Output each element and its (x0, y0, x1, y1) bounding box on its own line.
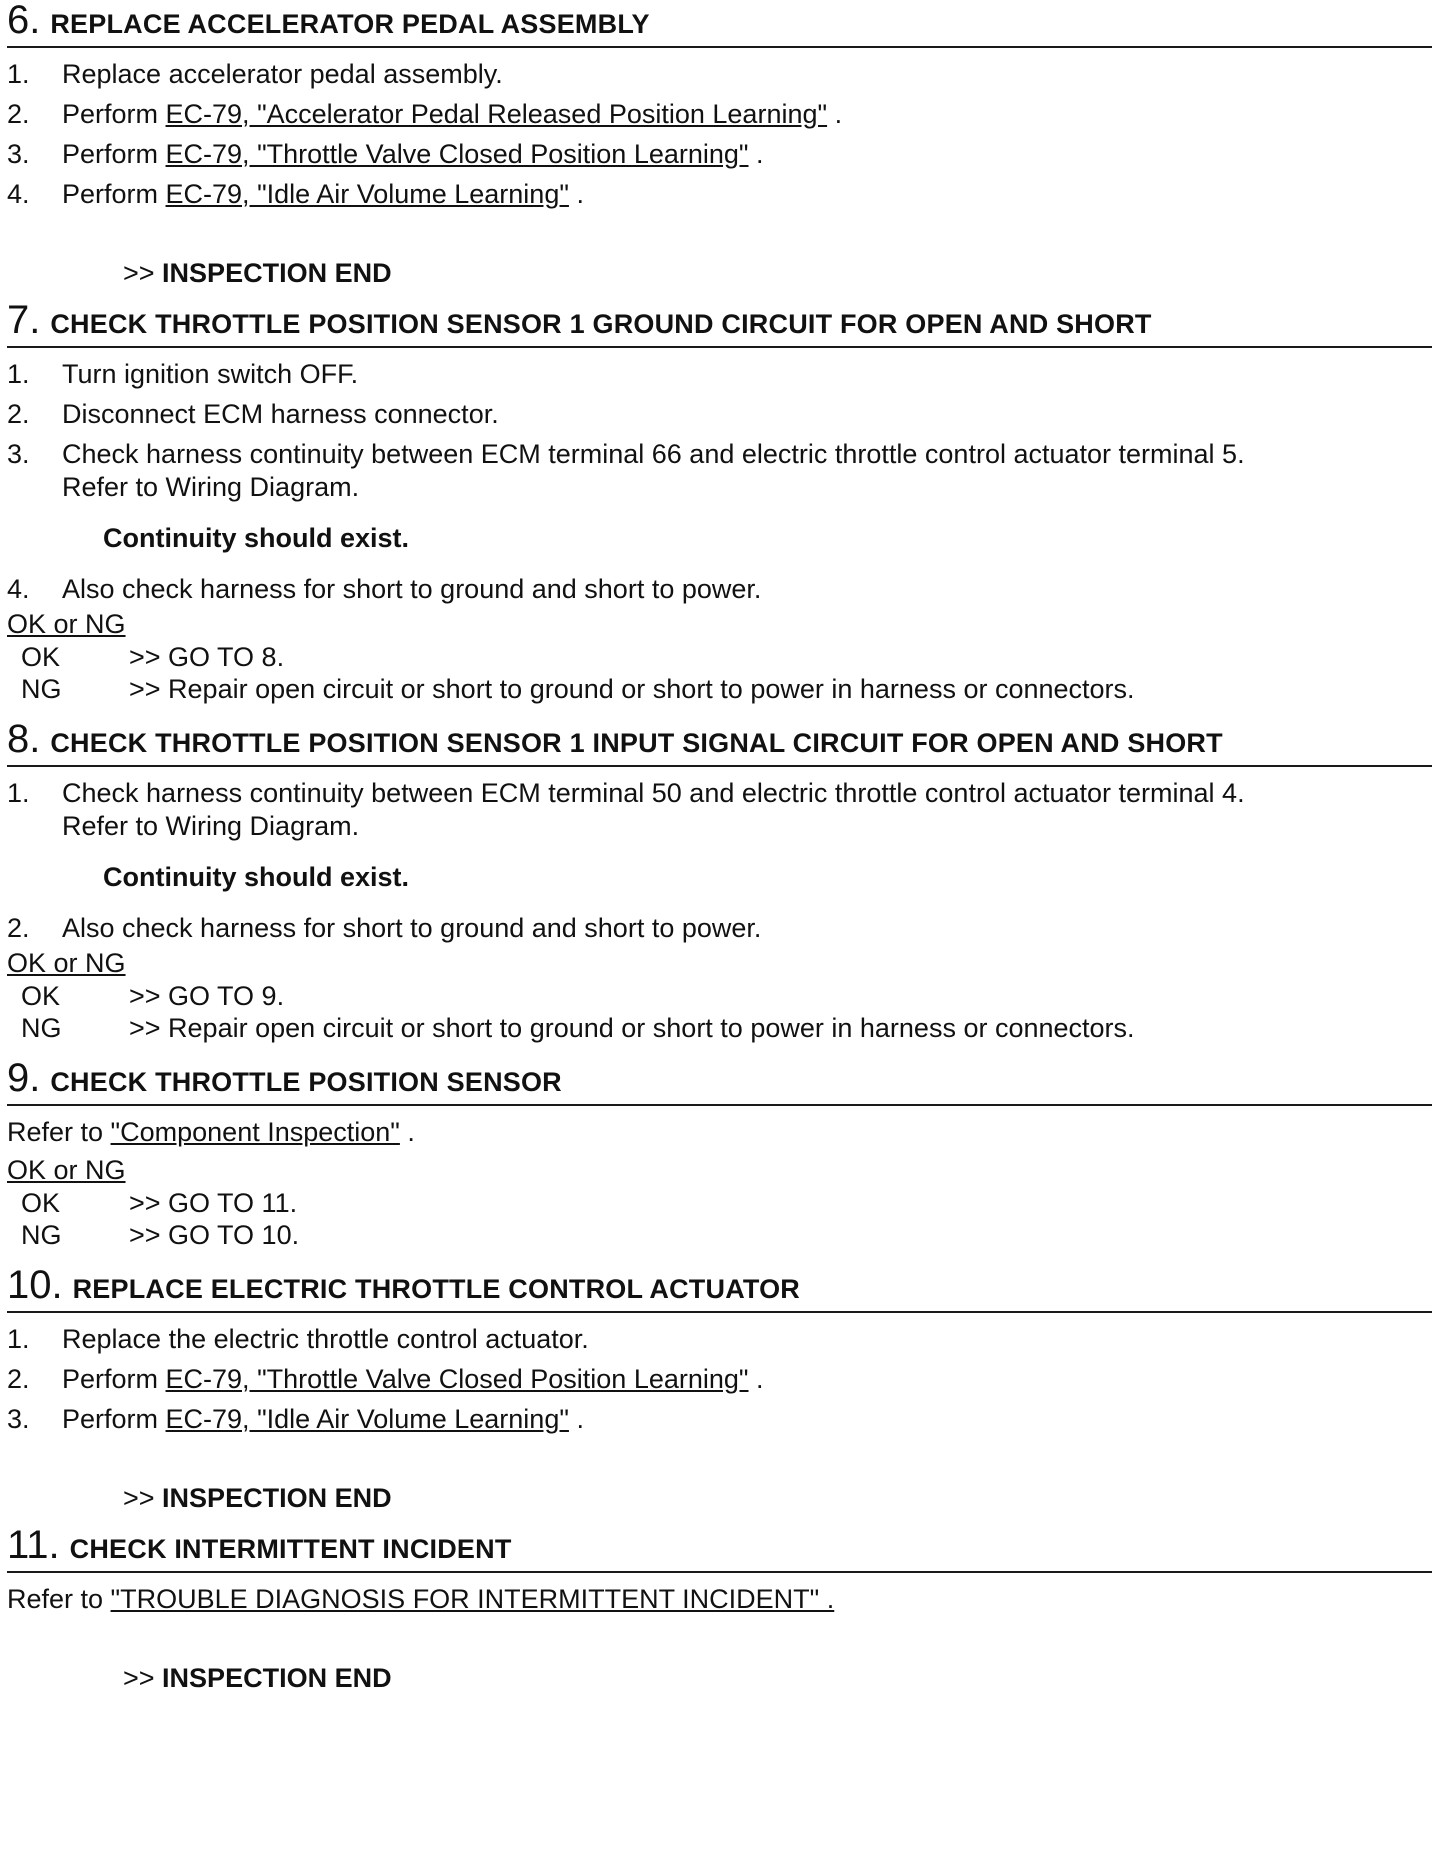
result-ng (7, 673, 1432, 705)
section-11-header (7, 1525, 1432, 1573)
result-key: NG (21, 674, 62, 704)
result-ok (7, 980, 1432, 1012)
step-number: 3. (7, 1404, 30, 1434)
step-suffix: . (748, 139, 764, 169)
result-action: >> GO TO 8. (129, 642, 285, 672)
pedal-released-learning-link[interactable]: EC-79, "Accelerator Pedal Released Position Learning" (165, 99, 828, 129)
section-number: 11. (7, 1523, 60, 1567)
throttle-valve-closed-learning-link[interactable]: EC-79, "Throttle Valve Closed Position Learning" (165, 139, 749, 169)
step-text (62, 1403, 1432, 1436)
step-number: 2. (7, 99, 30, 129)
step-prefix: Perform (62, 99, 166, 129)
ok-or-ng-label: OK or NG (7, 609, 126, 639)
inspection-end (123, 1482, 1432, 1515)
step-text (62, 438, 1432, 504)
section-number: 8. (7, 717, 41, 761)
result-key: NG (21, 1220, 62, 1250)
step-item (7, 1403, 1432, 1436)
step-suffix: . (827, 99, 843, 129)
procedure-page (7, 0, 1432, 1705)
result-action: >> Repair open circuit or short to ground or short to power in harness or connectors. (129, 674, 1135, 704)
ok-or-ng-label: OK or NG (7, 948, 126, 978)
result-ng (7, 1012, 1432, 1044)
step-text: Replace the electric throttle control actuator. (62, 1324, 589, 1354)
result-action: >> GO TO 10. (129, 1220, 300, 1250)
result-action: >> Repair open circuit or short to ground or short to power in harness or connectors. (129, 1013, 1135, 1043)
step-number: 2. (7, 913, 30, 943)
step-item (7, 58, 1432, 91)
step-item (7, 1323, 1432, 1356)
step-item (7, 912, 1432, 945)
step-number: 2. (7, 399, 30, 429)
end-text: INSPECTION END (162, 1663, 392, 1693)
throttle-valve-closed-learning-link[interactable]: EC-79, "Throttle Valve Closed Position Learning" (165, 1364, 749, 1394)
step-prefix: Perform (62, 179, 166, 209)
section-9 (7, 1058, 1432, 1251)
result-key: OK (21, 981, 61, 1011)
result-ng (7, 1219, 1432, 1251)
idle-air-volume-learning-link[interactable]: EC-79, "Idle Air Volume Learning" (165, 179, 569, 209)
section-7 (7, 300, 1432, 705)
section-10-header (7, 1265, 1432, 1313)
component-inspection-link[interactable]: "Component Inspection" (110, 1117, 400, 1147)
intermittent-incident-link[interactable]: "TROUBLE DIAGNOSIS FOR INTERMITTENT INCIDENT" . (110, 1584, 835, 1614)
step-suffix: . (568, 179, 584, 209)
end-prefix: >> (123, 1663, 163, 1693)
section-11 (7, 1525, 1432, 1695)
step-item (7, 1363, 1432, 1396)
step-item (7, 573, 1432, 606)
inspection-end (123, 257, 1432, 290)
step-list (7, 912, 1432, 945)
step-line: Check harness continuity between ECM terminal 50 and electric throttle control actuator terminal 4. (62, 778, 1245, 808)
step-item (7, 398, 1432, 431)
step-line: Refer to Wiring Diagram. (62, 811, 360, 841)
result-ok (7, 641, 1432, 673)
step-list (7, 777, 1432, 843)
section-10 (7, 1265, 1432, 1515)
step-text (62, 777, 1432, 843)
step-number: 4. (7, 574, 30, 604)
section-9-header (7, 1058, 1432, 1106)
step-item (7, 138, 1432, 171)
refer-prefix: Refer to (7, 1117, 111, 1147)
step-prefix: Perform (62, 1364, 166, 1394)
step-text: Replace accelerator pedal assembly. (62, 59, 503, 89)
idle-air-volume-learning-link[interactable]: EC-79, "Idle Air Volume Learning" (165, 1404, 569, 1434)
section-title: CHECK THROTTLE POSITION SENSOR 1 GROUND CIRCUIT FOR OPEN AND SHORT (50, 309, 1152, 339)
section-number: 6. (7, 0, 41, 42)
refer-line (7, 1583, 1432, 1616)
section-6 (7, 0, 1432, 290)
step-list (7, 573, 1432, 606)
result-ok (7, 1187, 1432, 1219)
refer-suffix: . (399, 1117, 415, 1147)
step-number: 3. (7, 139, 30, 169)
step-text (62, 138, 1432, 171)
step-text: Also check harness for short to ground and short to power. (62, 913, 762, 943)
step-number: 4. (7, 179, 30, 209)
step-number: 1. (7, 359, 30, 389)
step-text (62, 178, 1432, 211)
step-text: Turn ignition switch OFF. (62, 359, 359, 389)
section-7-header (7, 300, 1432, 348)
step-number: 1. (7, 1324, 30, 1354)
refer-line (7, 1116, 1432, 1149)
step-item (7, 777, 1432, 843)
step-suffix: . (568, 1404, 584, 1434)
ok-or-ng-label: OK or NG (7, 1155, 126, 1185)
section-8-header (7, 719, 1432, 767)
section-title: REPLACE ELECTRIC THROTTLE CONTROL ACTUATOR (72, 1274, 800, 1304)
step-text: Disconnect ECM harness connector. (62, 399, 499, 429)
end-prefix: >> (123, 1483, 163, 1513)
result-action: >> GO TO 11. (129, 1188, 298, 1218)
step-line: Check harness continuity between ECM terminal 66 and electric throttle control actuator terminal 5. (62, 439, 1245, 469)
result-key: OK (21, 1188, 61, 1218)
section-number: 10. (7, 1263, 63, 1307)
step-item (7, 178, 1432, 211)
step-text (62, 1363, 1432, 1396)
step-number: 1. (7, 778, 30, 808)
section-title: CHECK THROTTLE POSITION SENSOR 1 INPUT SIGNAL CIRCUIT FOR OPEN AND SHORT (50, 728, 1223, 758)
step-number: 2. (7, 1364, 30, 1394)
step-item (7, 438, 1432, 504)
section-number: 7. (7, 298, 41, 342)
step-list (7, 358, 1432, 504)
section-8 (7, 719, 1432, 1044)
step-number: 1. (7, 59, 30, 89)
step-prefix: Perform (62, 139, 166, 169)
section-title: CHECK THROTTLE POSITION SENSOR (50, 1067, 562, 1097)
step-number: 3. (7, 439, 30, 469)
specification: Continuity should exist. (103, 862, 410, 892)
section-6-header (7, 0, 1432, 48)
step-list (7, 1323, 1432, 1436)
step-item (7, 358, 1432, 391)
refer-prefix: Refer to (7, 1584, 111, 1614)
result-action: >> GO TO 9. (129, 981, 285, 1011)
step-text (62, 98, 1432, 131)
result-key: NG (21, 1013, 62, 1043)
section-number: 9. (7, 1056, 41, 1100)
section-title: CHECK INTERMITTENT INCIDENT (69, 1534, 512, 1564)
step-prefix: Perform (62, 1404, 166, 1434)
step-item (7, 98, 1432, 131)
end-text: INSPECTION END (162, 1483, 392, 1513)
end-text: INSPECTION END (162, 258, 392, 288)
inspection-end (123, 1662, 1432, 1695)
specification: Continuity should exist. (103, 523, 410, 553)
step-list (7, 58, 1432, 211)
step-suffix: . (748, 1364, 764, 1394)
end-prefix: >> (123, 258, 163, 288)
section-title: REPLACE ACCELERATOR PEDAL ASSEMBLY (50, 9, 650, 39)
step-line: Refer to Wiring Diagram. (62, 472, 360, 502)
result-key: OK (21, 642, 61, 672)
step-text: Also check harness for short to ground and short to power. (62, 574, 762, 604)
